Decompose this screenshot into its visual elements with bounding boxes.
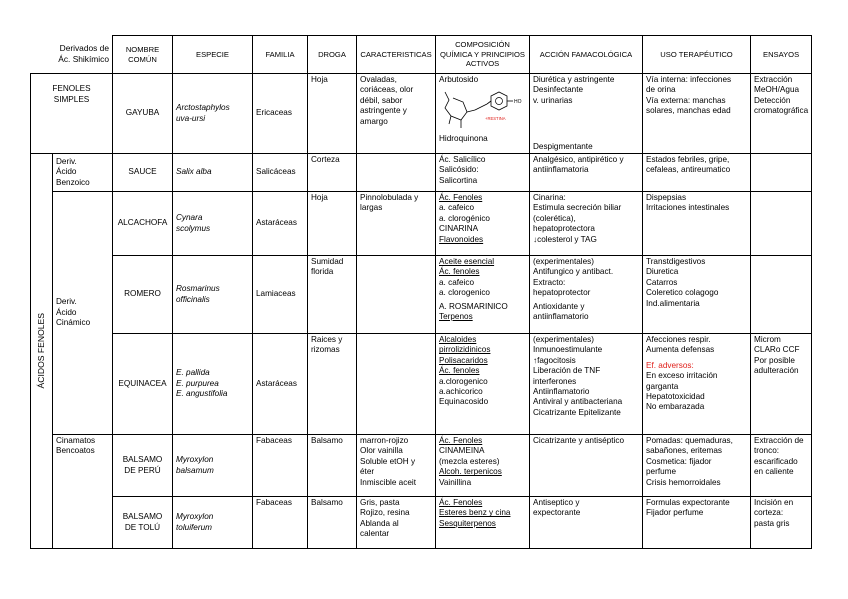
action-line: (colerética),: [533, 213, 576, 223]
use-line: Formulas expectorante: [646, 498, 730, 507]
action-line: Inmunoestimulante: [533, 345, 603, 355]
tests-line: Detección: [754, 95, 791, 105]
action-line: Desinfectante: [533, 85, 584, 95]
action-line: Antiviral y antibacteriana: [533, 397, 623, 407]
use-line: Transtdigestivos: [646, 257, 706, 266]
features-line: marron-rojizo: [360, 436, 409, 445]
composition-line: a. clorogenico: [439, 288, 490, 298]
composition-line: Salicortina: [439, 175, 478, 185]
family-cell: Fabaceas: [253, 497, 308, 549]
col-header-family: FAMILIA: [253, 36, 308, 74]
species-line: E. angustifolia: [176, 389, 228, 399]
use-line: Vía interna: infecciones: [646, 75, 732, 84]
use-line: Irritaciones intestinales: [646, 203, 730, 213]
drug-cell: Hoja: [308, 74, 357, 154]
col-header-tests: ENSAYOS: [751, 36, 812, 74]
restina-tag: +RESTINA: [485, 116, 506, 122]
action-line: hepatoprotector: [533, 288, 591, 298]
composition-cell: [436, 154, 530, 192]
use-cell: [643, 435, 751, 497]
subgroup-line: Ácido: [56, 307, 77, 317]
tests-cell: [751, 74, 812, 154]
table-row: [31, 435, 812, 497]
composition-line: CINARINA: [439, 224, 479, 234]
common-name-cell: SAUCE: [113, 154, 173, 192]
composition-line: a. cafeico: [439, 203, 475, 213]
family-cell: Salicáceas: [253, 154, 308, 192]
composition-line: Sesquiterpenos: [439, 518, 496, 528]
use-line: Estados febriles, gripe,: [646, 155, 730, 164]
composition-line: Flavonoides: [439, 234, 484, 244]
composition-line: Vainillina: [439, 477, 472, 487]
composition-cell: [436, 192, 530, 256]
use-line: Fijador perfume: [646, 508, 704, 518]
subgroup-cell: [53, 154, 113, 192]
species-line: uva-ursi: [176, 113, 206, 123]
use-cell: [643, 154, 751, 192]
use-line: garganta: [646, 381, 679, 391]
action-line: Antifungico y antibact.: [533, 267, 614, 277]
col-header-features: CARACTERISTICAS: [357, 36, 436, 74]
species-line: toluiferum: [176, 522, 212, 532]
name-line: BALSAMO: [122, 455, 163, 465]
common-name-cell: ROMERO: [113, 256, 173, 334]
action-line: Diurética y astringente: [533, 75, 615, 84]
tests-line: Por posible: [754, 355, 795, 365]
species-line: E. purpurea: [176, 378, 219, 388]
use-line: Catarros: [646, 277, 678, 287]
table-row: [31, 497, 812, 549]
subgroup-line: Ácido: [56, 167, 77, 177]
action-cell: [530, 154, 643, 192]
action-line: antiinflamatorio: [533, 312, 589, 322]
features-line: Soluble etOH y: [360, 456, 416, 466]
composition-cell: [436, 74, 530, 154]
use-line: Crisis hemorroidales: [646, 477, 721, 487]
tests-line: pasta gris: [754, 518, 790, 528]
action-line: Analgésico, antipirético y: [533, 155, 624, 164]
composition-line: pirrolizidinicos: [439, 345, 491, 355]
tests-cell: [751, 256, 812, 334]
features-cell: [357, 497, 436, 549]
composition-line: Ác. Fenoles: [439, 498, 483, 507]
action-line: Liberación de TNF: [533, 366, 601, 376]
action-line: Estimula secreción biliar: [533, 203, 622, 213]
action-line: hepatoprotectora: [533, 224, 595, 234]
name-line: DE TOLÚ: [124, 522, 161, 532]
composition-line: Salicósido:: [439, 165, 479, 175]
features-cell: [357, 74, 436, 154]
composition-cell: [436, 435, 530, 497]
use-line: sabañones, eritemas: [646, 446, 723, 456]
use-line: cefaleas, antireumatico: [646, 165, 731, 175]
species-cell: [173, 192, 253, 256]
composition-line: (mezcla esteres): [439, 456, 500, 466]
use-line: Cosmetica: fijador: [646, 456, 712, 466]
action-cell: Cicatrizante y antiséptico: [530, 435, 643, 497]
common-name-cell: GAYUBA: [113, 74, 173, 154]
use-line: Hepatotoxicidad: [646, 392, 705, 402]
composition-line: Alcaloides: [439, 335, 477, 344]
species-line: Cynara: [176, 213, 203, 223]
action-cell: [530, 497, 643, 549]
tests-line: Extracción: [754, 75, 793, 84]
composition-line: Esteres benz y cina: [439, 508, 511, 518]
action-line: ↓colesterol y TAG: [533, 234, 597, 244]
species-line: Arctostaphylos: [176, 103, 230, 113]
drug-cell: Corteza: [308, 154, 357, 192]
phenol-derivatives-table: [30, 35, 812, 549]
col-header-species: ESPECIE: [173, 36, 253, 74]
use-cell: [643, 497, 751, 549]
use-cell: [643, 256, 751, 334]
hydroxyl-label: HO: [514, 99, 522, 106]
subgroup-line: Cinámico: [56, 318, 91, 328]
species-line: balsamum: [176, 465, 214, 475]
name-line: BALSAMO: [122, 512, 163, 522]
header-row: [31, 36, 812, 74]
species-line: Rosmarinus: [176, 284, 220, 294]
subgroup-cell: [53, 435, 113, 549]
corner-line-2: Ác. Shikímico: [58, 54, 109, 65]
composition-line: Ác. fenoles: [439, 366, 480, 376]
species-line: Myroxylon: [176, 455, 214, 465]
side-label-cell: [31, 154, 53, 549]
tests-cell: [751, 154, 812, 192]
family-cell: Ericaceas: [253, 74, 308, 154]
features-cell: [357, 334, 436, 435]
tests-line: Extracción de: [754, 436, 804, 445]
action-cell: [530, 334, 643, 435]
features-cell: [357, 435, 436, 497]
species-line: officinalis: [176, 294, 210, 304]
drug-cell: Balsamo: [308, 497, 357, 549]
tests-cell: [751, 334, 812, 435]
features-line: débil, sabor: [360, 95, 403, 105]
composition-line: A. ROSMARINICO: [439, 301, 508, 311]
features-line: Rojizo, resina: [360, 508, 410, 518]
features-cell: [357, 192, 436, 256]
drug-line: florida: [311, 267, 334, 277]
table-row: [31, 74, 812, 154]
composition-line: Ác. Salicílico: [439, 155, 486, 164]
use-line: Pomadas: quemaduras,: [646, 436, 733, 445]
use-cell: [643, 192, 751, 256]
species-cell: [173, 334, 253, 435]
family-cell: Fabaceas: [253, 435, 308, 497]
action-line: Cicatrizante Epitelizante: [533, 407, 621, 417]
action-line: Extracto:: [533, 277, 566, 287]
common-name-cell: EQUINACEA: [113, 334, 173, 435]
use-line: No embarazada: [646, 402, 705, 412]
composition-line: Aceite esencial: [439, 257, 495, 266]
action-line: Antiseptico y: [533, 498, 580, 507]
species-cell: [173, 256, 253, 334]
composition-line: a. clorogénico: [439, 213, 490, 223]
features-line: Gris, pasta: [360, 498, 400, 507]
use-line: Vía externa: manchas: [646, 95, 726, 105]
tests-line: cromatográfica: [754, 106, 809, 116]
use-line: solares, manchas edad: [646, 106, 731, 116]
species-line: Myroxylon: [176, 512, 214, 522]
common-name-cell: [113, 497, 173, 549]
features-line: Ablanda al: [360, 518, 399, 528]
features-line: astringente y: [360, 106, 407, 116]
common-name-cell: ALCACHOFA: [113, 192, 173, 256]
action-line: (experimentales): [533, 257, 594, 266]
action-line: (experimentales): [533, 335, 594, 344]
composition-line: CINAMEINA: [439, 446, 485, 456]
species-cell: [173, 497, 253, 549]
composition-line: Hidroquinona: [439, 134, 488, 144]
col-header-common-name: NOMBRE COMÚN: [113, 36, 173, 74]
subgroup-line: Bencoatos: [56, 446, 95, 456]
action-line: Despigmentante: [533, 141, 593, 151]
composition-line: a.clorogenico: [439, 376, 488, 386]
features-line: Olor vainilla: [360, 446, 403, 456]
subgroup-cell: [53, 192, 113, 435]
corner-line-1: Derivados de: [59, 43, 109, 54]
common-name-cell: [113, 435, 173, 497]
composition-line: Alcoh. terpenicos: [439, 467, 502, 477]
use-cell: [643, 334, 751, 435]
col-header-drug: DROGA: [308, 36, 357, 74]
action-line: Antioxidante y: [533, 301, 585, 311]
features-cell: [357, 256, 436, 334]
features-line: amargo: [360, 116, 388, 126]
composition-cell: [436, 334, 530, 435]
action-line: ↑fagocitosis: [533, 355, 576, 365]
composition-line: Ác. fenoles: [439, 267, 480, 277]
col-header-composition: COMPOSICIÓN QUÍMICA Y PRINCIPIOS ACTIVOS: [436, 36, 530, 74]
species-line: E. pallida: [176, 368, 210, 378]
tests-line: adulteración: [754, 366, 799, 376]
features-line: calentar: [360, 529, 390, 539]
use-line: Diuretica: [646, 267, 679, 277]
use-line: Coleretico colagogo: [646, 288, 719, 298]
corner-title: [31, 36, 113, 74]
species-cell: [173, 74, 253, 154]
adverse-effects-label: Ef. adversos:: [646, 360, 694, 370]
composition-cell: [436, 497, 530, 549]
tests-cell: [751, 192, 812, 256]
subgroup-line: Deriv.: [56, 297, 77, 307]
use-line: de orina: [646, 85, 676, 95]
features-line: Inmiscible aceit: [360, 477, 416, 487]
col-header-use: USO TERAPÉUTICO: [643, 36, 751, 74]
action-line: antiinflamatoria: [533, 165, 589, 175]
drug-cell: Hoja: [308, 192, 357, 256]
composition-line: Ác. Fenoles: [439, 436, 483, 445]
tests-cell: [751, 497, 812, 549]
drug-line: rizomas: [311, 345, 340, 355]
tests-line: escarificado: [754, 456, 798, 466]
tests-line: MeOH/Agua: [754, 85, 800, 95]
action-line: interferones: [533, 376, 577, 386]
drug-line: Sumidad: [311, 257, 344, 266]
action-line: Antiinflamatorio: [533, 387, 590, 397]
drug-line: Raices y: [311, 335, 343, 344]
family-cell: Astaráceas: [253, 334, 308, 435]
features-line: Ovaladas,: [360, 75, 397, 84]
col-header-action: ACCIÓN FAMACOLÓGICA: [530, 36, 643, 74]
table-row: [31, 154, 812, 192]
composition-line: a.achicorico: [439, 387, 483, 397]
composition-line: Terpenos: [439, 312, 473, 322]
tests-line: Microm: [754, 335, 781, 344]
tests-line: tronco:: [754, 446, 780, 456]
features-line: Pinnolobulada y: [360, 193, 419, 202]
tests-line: en caliente: [754, 467, 794, 477]
family-cell: Astaráceas: [253, 192, 308, 256]
use-line: Aumenta defensas: [646, 345, 715, 355]
use-cell: [643, 74, 751, 154]
table-row: [31, 256, 812, 334]
group-line: FENOLES: [52, 84, 91, 93]
pharmacognosy-table-sheet: [30, 35, 812, 549]
family-cell: Lamiaceas: [253, 256, 308, 334]
tests-cell: [751, 435, 812, 497]
drug-cell: Balsamo: [308, 435, 357, 497]
tests-line: Incisión en: [754, 498, 794, 507]
use-line: Dispepsias: [646, 193, 687, 202]
composition-line: Arbutosido: [439, 75, 479, 84]
features-line: coriáceas, olor: [360, 85, 414, 95]
action-cell: [530, 192, 643, 256]
species-cell: Salix alba: [173, 154, 253, 192]
action-line: Cinarina:: [533, 193, 566, 202]
tests-line: CLARo CCF: [754, 345, 800, 355]
action-cell: [530, 74, 643, 154]
species-cell: [173, 435, 253, 497]
species-line: scolymus: [176, 223, 211, 233]
features-line: éter: [360, 467, 375, 477]
composition-cell: [436, 256, 530, 334]
side-label: ÁCIDOS FENOLES: [36, 313, 47, 389]
drug-cell: [308, 334, 357, 435]
use-line: perfume: [646, 467, 677, 477]
action-line: expectorante: [533, 508, 581, 518]
composition-line: Polisacaridos: [439, 355, 488, 365]
composition-line: Equinacosido: [439, 397, 489, 407]
features-line: largas: [360, 203, 383, 213]
subgroup-line: Deriv.: [56, 156, 77, 166]
use-line: En exceso irritación: [646, 371, 718, 381]
name-line: DE PERÚ: [124, 465, 161, 475]
table-row: [31, 192, 812, 256]
composition-line: a. cafeico: [439, 277, 475, 287]
use-line: Ind.alimentaria: [646, 298, 700, 308]
group-line: SIMPLES: [53, 94, 90, 104]
tests-line: corteza:: [754, 508, 784, 518]
table-row: [31, 334, 812, 435]
action-cell: [530, 256, 643, 334]
arbutoside-structure-icon: [439, 86, 525, 134]
drug-cell: [308, 256, 357, 334]
group-simple-phenols: [31, 74, 113, 154]
features-cell: [357, 154, 436, 192]
use-line: Afecciones respir.: [646, 335, 711, 344]
action-line: v. urinarias: [533, 95, 573, 105]
subgroup-line: Cinamatos: [56, 436, 96, 445]
composition-line: Ác. Fenoles: [439, 193, 483, 202]
subgroup-line: Benzoico: [56, 177, 90, 187]
